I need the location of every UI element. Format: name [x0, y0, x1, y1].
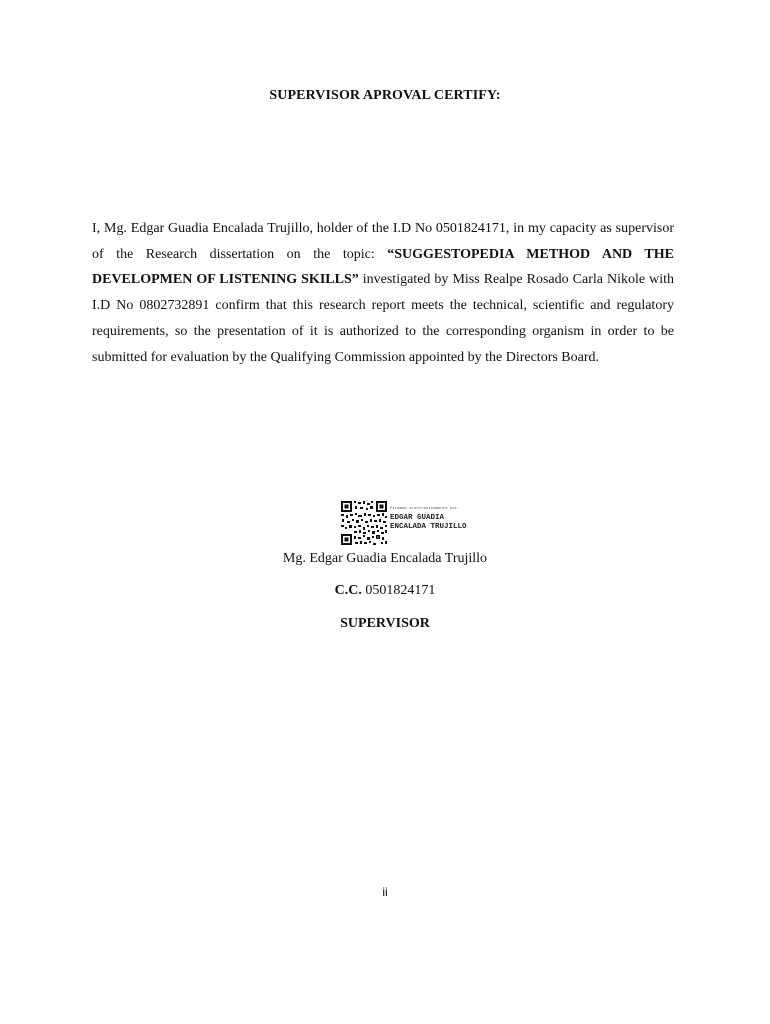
signature-caption: Firmado electrónicamente por:: [390, 507, 460, 511]
electronic-signature: [340, 500, 500, 546]
signature-name-line1: EDGAR GUADIA: [390, 514, 445, 522]
qr-code-icon: [340, 500, 388, 546]
signature-name: [390, 514, 467, 531]
signature-name-line2: ENCALADA TRUJILLO: [390, 522, 467, 531]
signer-name: Mg. Edgar Guadia Encalada Trujillo: [282, 551, 488, 566]
signer-id: [0, 583, 770, 599]
research-topic: “SUGGESTOPEDIA METHOD AND THE DEVELOPMEN OF LISTENING SKILLS”: [92, 246, 674, 288]
id-label: C.C.: [334, 583, 362, 598]
signer-role: SUPERVISOR: [340, 616, 430, 631]
paragraph-rest: investigated by Miss Realpe Rosado Carla Nikole with I.D No 0802732891 confirm that this research report meets the technical, scientific and regulatory requirements, so the presentation of it is authorized to the corresponding organism in order to be submitted for evaluation by the Qualifying Commission appointed by the Directors Board.: [92, 272, 675, 365]
page-title: SUPERVISOR APROVAL CERTIFY:: [269, 88, 501, 103]
page-number: ii: [382, 885, 388, 899]
id-value: 0501824171: [361, 583, 436, 598]
certification-paragraph: [92, 216, 674, 370]
paragraph-intro: I, Mg. Edgar Guadia Encalada Trujillo, holder of the I.D No 0501824171, in my capacity as supervisor of the Research dissertation on the topic:: [92, 221, 674, 262]
